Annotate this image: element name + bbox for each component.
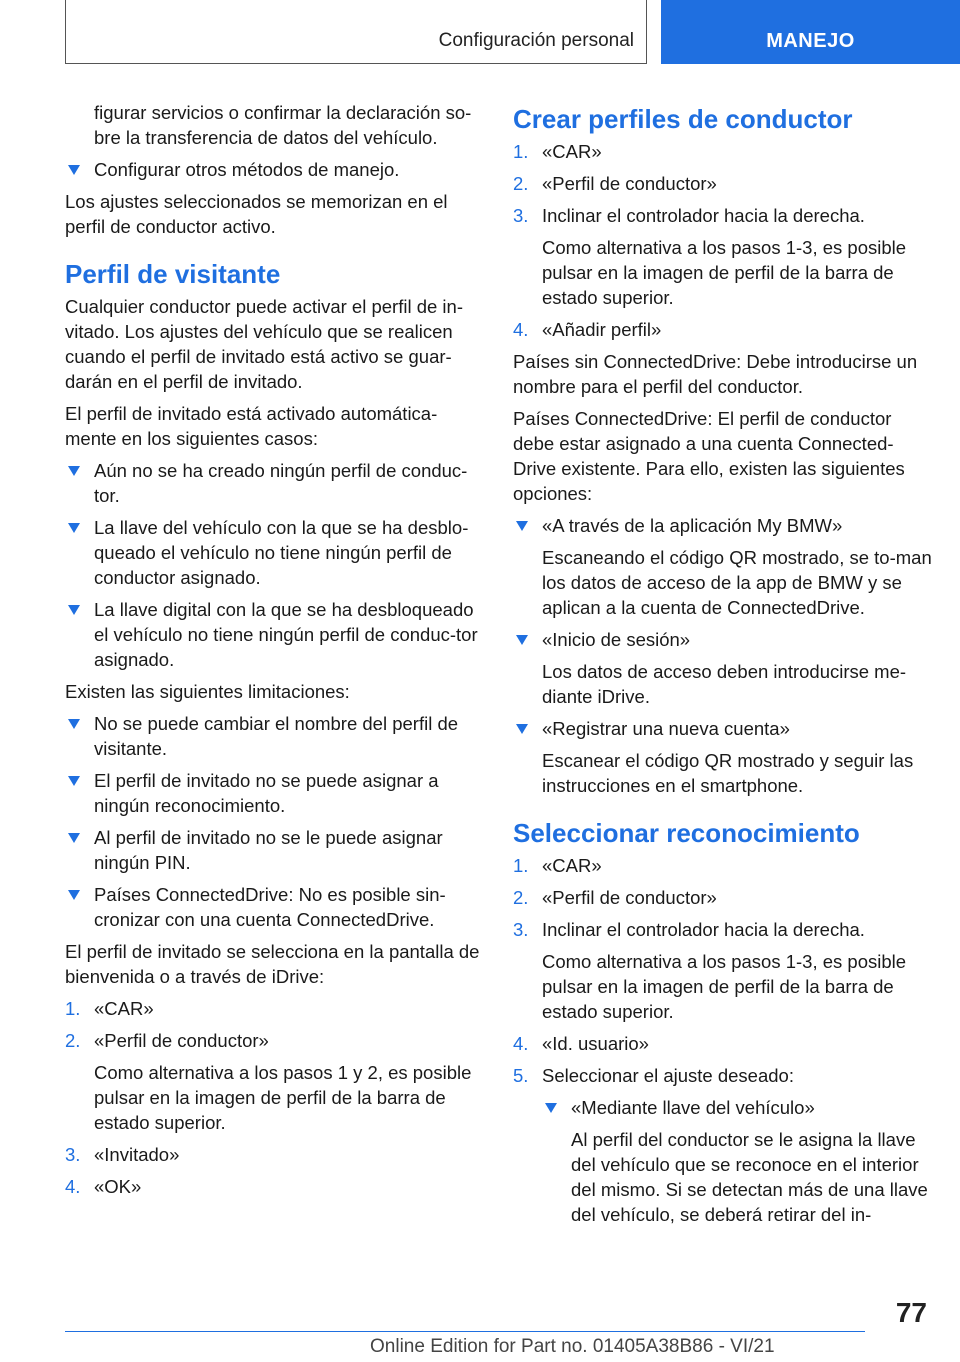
triangle-bullet-icon (68, 466, 80, 476)
bullet-item (65, 157, 485, 182)
step-text: «OK» (94, 1176, 142, 1197)
step-number: 3. (513, 919, 529, 940)
step-text: «CAR» (542, 141, 602, 162)
step-item (513, 171, 933, 196)
triangle-bullet-icon (516, 635, 528, 645)
bullet-text: No se puede cambiar el nombre del perfil de visitante. (94, 713, 459, 759)
step-item (513, 203, 933, 228)
heading-perfil-visitante: Perfil de visitante (65, 259, 281, 289)
step-number: 1. (65, 998, 81, 1019)
paragraph: Cualquier conductor puede activar el perfil de in-vitado. Los ajustes del vehículo que se realicen cuando el perfil de invitado está activo se guar-darán en el perfil de invitado. (65, 296, 463, 392)
step-item (513, 917, 933, 942)
paragraph: figurar servicios o confirmar la declaración so-bre la transferencia de datos del vehículo. (94, 102, 472, 148)
triangle-bullet-icon (68, 776, 80, 786)
step-item (513, 1031, 933, 1056)
chapter-tab-label: MANEJO (766, 30, 855, 52)
bullet-text: Al perfil de invitado no se le puede asignar ningún PIN. (94, 827, 443, 873)
step-number: 4. (513, 1033, 529, 1054)
sub-bullet-item (542, 1095, 933, 1120)
triangle-bullet-icon (545, 1103, 557, 1113)
paragraph: Países sin ConnectedDrive: Debe introducirse un nombre para el perfil del conductor. (513, 351, 918, 397)
page-number: 77 (895, 1297, 927, 1328)
sub-list (513, 1095, 933, 1227)
bullet-item (65, 515, 485, 590)
paragraph: Los ajustes seleccionados se memorizan en el perfil de conductor activo. (65, 191, 448, 237)
bullet-text: La llave digital con la que se ha desbloqueado el vehículo no tiene ningún perfil de conduc-tor asignado. (94, 599, 478, 670)
bullet-item (65, 711, 485, 761)
step-item (513, 139, 933, 164)
step-text: «Perfil de conductor» (94, 1030, 269, 1051)
bullet-text: La llave del vehículo con la que se ha desblo-queado el vehículo no tiene ningún perfil de conductor asignado. (94, 517, 469, 588)
bullet-note: Los datos de acceso deben introducirse me-diante iDrive. (542, 661, 907, 707)
step-text: Inclinar el controlador hacia la derecha. (542, 205, 865, 226)
paragraph: Países ConnectedDrive: El perfil de conductor debe estar asignado a una cuenta Connected-Drive existente. Para ello, existen las siguientes opciones: (513, 408, 905, 504)
bullet-text: El perfil de invitado no se puede asignar a ningún reconocimiento. (94, 770, 439, 816)
step-number: 3. (65, 1144, 81, 1165)
bullet-note: Escaneando el código QR mostrado, se to-man los datos de acceso de la app de BMW y se aplican a la cuenta de ConnectedDrive. (542, 547, 932, 618)
step-item (513, 317, 933, 342)
bullet-text: Aún no se ha creado ningún perfil de conduc-tor. (94, 460, 468, 506)
step-item (65, 1028, 485, 1053)
bullet-item (65, 458, 485, 508)
step-text: «Perfil de conductor» (542, 173, 717, 194)
step-text: «CAR» (94, 998, 154, 1019)
heading-seleccionar-reconocimiento: Seleccionar reconocimiento (513, 818, 860, 848)
triangle-bullet-icon (68, 890, 80, 900)
step-text: «Añadir perfil» (542, 319, 662, 340)
paragraph: Existen las siguientes limitaciones: (65, 681, 350, 702)
step-text: Inclinar el controlador hacia la derecha. (542, 919, 865, 940)
step-number: 2. (513, 173, 529, 194)
triangle-bullet-icon (68, 605, 80, 615)
footer-divider (65, 1331, 865, 1332)
paragraph: El perfil de invitado se selecciona en la pantalla de bienvenida o a través de iDrive: (65, 941, 480, 987)
step-item (65, 1174, 485, 1199)
step-number: 4. (513, 319, 529, 340)
footer-edition: Online Edition for Part no. 01405A38B86 - VI/21 (370, 1336, 775, 1357)
triangle-bullet-icon (68, 719, 80, 729)
step-number: 2. (65, 1030, 81, 1051)
step-number: 3. (513, 205, 529, 226)
step-text: Seleccionar el ajuste deseado: (542, 1065, 794, 1086)
step-text: «Id. usuario» (542, 1033, 649, 1054)
header-box (65, 0, 647, 64)
bullet-text: «Inicio de sesión» (542, 629, 691, 650)
bullet-text: «A través de la aplicación My BMW» (542, 515, 843, 536)
step-item (513, 853, 933, 878)
right-column (513, 100, 933, 1234)
step-text: «CAR» (542, 855, 602, 876)
bullet-text: Países ConnectedDrive: No es posible sin-cronizar con una cuenta ConnectedDrive. (94, 884, 446, 930)
chapter-tab (661, 0, 960, 64)
step-item (65, 996, 485, 1021)
bullet-text: «Mediante llave del vehículo» (571, 1097, 815, 1118)
bullet-text: Configurar otros métodos de manejo. (94, 159, 400, 180)
heading-crear-perfiles: Crear perfiles de conductor (513, 104, 853, 134)
triangle-bullet-icon (516, 521, 528, 531)
step-note: Como alternativa a los pasos 1-3, es posible pulsar en la imagen de perfil de la barra de estado superior. (542, 237, 907, 308)
triangle-bullet-icon (68, 833, 80, 843)
triangle-bullet-icon (68, 523, 80, 533)
bullet-item (513, 627, 933, 652)
bullet-item (65, 882, 485, 932)
left-column (65, 100, 485, 1206)
step-text: «Invitado» (94, 1144, 180, 1165)
step-number: 1. (513, 855, 529, 876)
triangle-bullet-icon (516, 724, 528, 734)
step-item (65, 1142, 485, 1167)
bullet-item (65, 825, 485, 875)
step-number: 5. (513, 1065, 529, 1086)
triangle-bullet-icon (68, 165, 80, 175)
bullet-item (65, 597, 485, 672)
step-note: Como alternativa a los pasos 1 y 2, es posible pulsar en la imagen de perfil de la barra de estado superior. (94, 1062, 472, 1133)
section-title: Configuración personal (438, 30, 634, 51)
step-number: 1. (513, 141, 529, 162)
step-text: «Perfil de conductor» (542, 887, 717, 908)
step-number: 4. (65, 1176, 81, 1197)
step-item (513, 885, 933, 910)
step-note: Como alternativa a los pasos 1-3, es posible pulsar en la imagen de perfil de la barra de estado superior. (542, 951, 907, 1022)
paragraph: El perfil de invitado está activado automática-mente en los siguientes casos: (65, 403, 438, 449)
bullet-note: Escanear el código QR mostrado y seguir las instrucciones en el smartphone. (542, 750, 914, 796)
bullet-note: Al perfil del conductor se le asigna la llave del vehículo que se reconoce en el interior del mismo. Si se detectan más de una llave del vehículo, se deberá retirar del in- (571, 1129, 928, 1225)
step-number: 2. (513, 887, 529, 908)
bullet-text: «Registrar una nueva cuenta» (542, 718, 790, 739)
step-item (513, 1063, 933, 1088)
bullet-item (513, 716, 933, 741)
bullet-item (513, 513, 933, 538)
bullet-item (65, 768, 485, 818)
